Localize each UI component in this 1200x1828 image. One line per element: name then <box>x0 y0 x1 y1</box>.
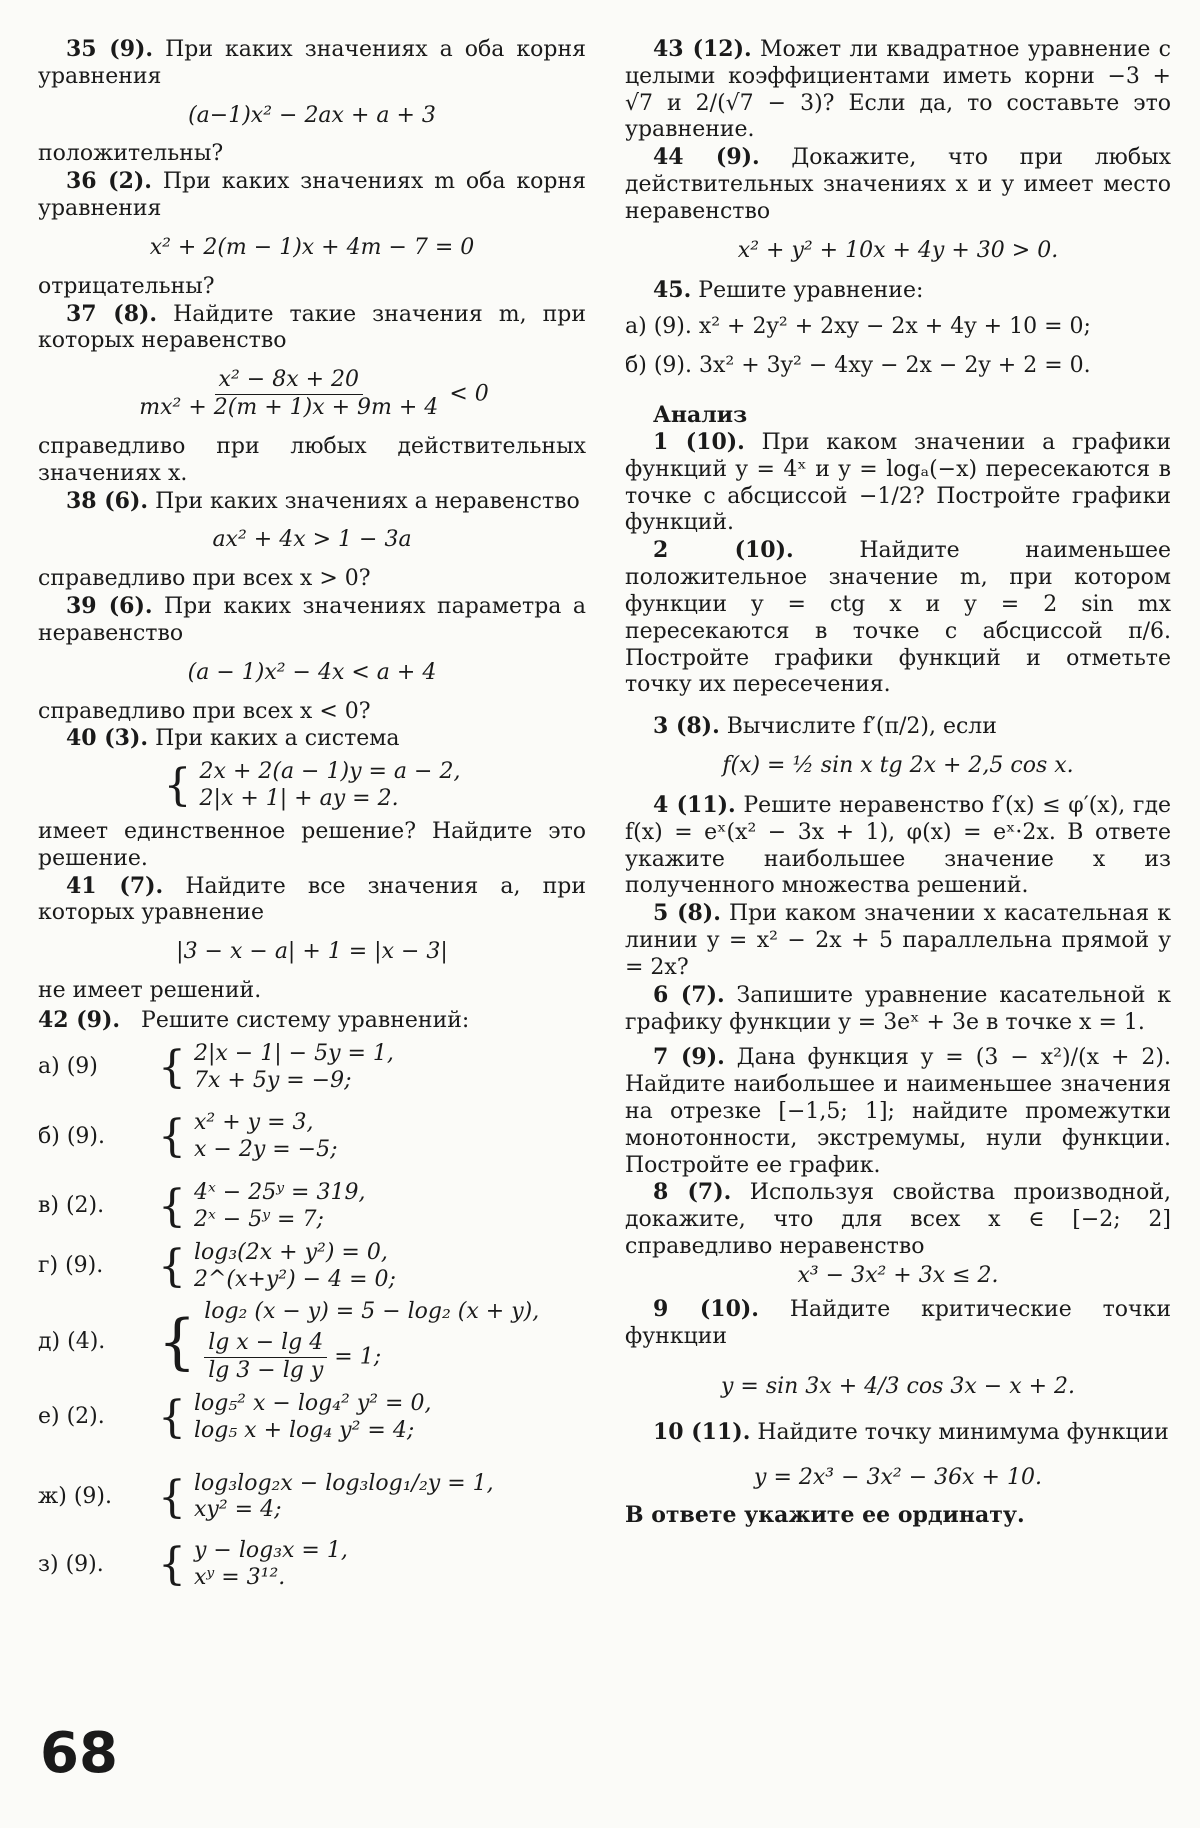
system-row: 2|x − 1| − 5y = 1, <box>194 1040 394 1066</box>
problem-number: 6 (7). <box>653 981 725 1008</box>
equation: y = sin 3x + 4/3 cos 3x − x + 2. <box>720 1374 1076 1400</box>
problem-tail: справедливо при всех x < 0? <box>38 698 371 724</box>
system-rows <box>194 1180 365 1234</box>
system-rows <box>194 1041 394 1095</box>
problem-text: При каких значениях m оба корня уравнения <box>38 169 586 222</box>
problem-number: 44 (9). <box>653 144 760 171</box>
analysis-6 <box>625 982 1171 1037</box>
problem-number: 1 (10). <box>653 428 745 455</box>
problem-text: Найдите наименьшее положительное значение m, при котором функции y = ctg x и y = 2 sin mx пересекаются в точке с абсциссой π/6. Постройте графики функций и отметьте точку их пересечения. <box>625 538 1171 698</box>
system-d <box>38 1299 586 1384</box>
problem-36 <box>38 168 586 223</box>
relation: = 1; <box>334 1344 382 1370</box>
brace: { <box>158 1471 186 1523</box>
system-rows <box>200 759 461 813</box>
left-column <box>38 36 586 1598</box>
problem-number: 36 (2). <box>66 168 152 195</box>
system-row: log₅ x + log₄ y² = 4; <box>194 1417 415 1443</box>
brace: { <box>158 1391 186 1443</box>
problem-number: 5 (8). <box>653 900 721 927</box>
problem-text: Найдите такие значения m, при которых неравенство <box>38 301 587 354</box>
denominator: mx² + 2(m + 1)x + 9m + 4 <box>139 395 439 421</box>
problem-text: При каких значениях a оба корня уравнения <box>38 37 586 89</box>
numerator: lg x − lg 4 <box>204 1330 327 1358</box>
system-row: log₃(2x + y²) = 0, <box>194 1239 388 1265</box>
problem-text: Запишите уравнение касательной к графику функции y = 3eˣ + 3e в точке x = 1. <box>625 982 1171 1035</box>
problem-text: При каких значениях параметра a неравенство <box>38 594 586 646</box>
problem-tail: справедливо при всех x > 0? <box>38 566 371 592</box>
problem-text: Найдите точку минимума функции <box>757 1420 1169 1446</box>
system-label: ж) (9). <box>38 1483 112 1509</box>
system-row: log₃log₂x − log₃log₁/₂y = 1, <box>194 1470 494 1496</box>
problem-number: 40 (3). <box>66 725 149 752</box>
problem-40 <box>38 725 586 753</box>
section-heading: Анализ <box>653 402 748 429</box>
brace: { <box>158 1240 186 1292</box>
brace: { <box>158 1306 197 1377</box>
analysis-9 <box>625 1296 1171 1351</box>
system-row: x − 2y = −5; <box>194 1137 338 1163</box>
problem-text: При каком значении a графики функций y = 4ˣ и y = logₐ(−x) пересекаются в точке с абсциссой −1/2? Постройте графики функций. <box>625 429 1171 536</box>
problem-text: Используя свойства производной, докажите, что для всех x ∈ [−2; 2] справедливо неравенство <box>625 1180 1171 1260</box>
problem-text: При каких a система <box>155 726 400 752</box>
analysis-4 <box>625 792 1171 900</box>
fraction <box>204 1330 327 1385</box>
equation: ax² + 4x > 1 − 3a <box>212 527 412 553</box>
problem-tail: справедливо при любых действительных значениях x. <box>38 433 586 486</box>
right-column <box>625 36 1171 1529</box>
problem-number: 8 (7). <box>653 1179 732 1206</box>
problem-number: 42 (9). <box>38 1006 121 1033</box>
system-row: 4ˣ − 25ʸ = 319, <box>194 1180 366 1206</box>
problem-tail: положительны? <box>38 141 224 167</box>
equation-system <box>38 759 586 813</box>
system-row: xʸ = 3¹². <box>194 1565 286 1591</box>
analysis-7 <box>625 1044 1171 1179</box>
problem-text: При каких значениях a неравенство <box>155 488 580 514</box>
problem-number: 35 (9). <box>66 36 154 62</box>
system-label: а) (9) <box>38 1054 98 1080</box>
problem-number: 38 (6). <box>66 487 149 514</box>
brace: { <box>158 1539 186 1591</box>
analysis-10 <box>625 1419 1171 1447</box>
equation: (a − 1)x² − 4x < a + 4 <box>187 659 437 685</box>
system-row: 2^(x+y²) − 4 = 0; <box>194 1266 396 1292</box>
analysis-1 <box>625 429 1171 537</box>
system-label: з) (9). <box>38 1551 104 1577</box>
system-row: 2ˣ − 5ʸ = 7; <box>194 1206 324 1232</box>
system-rows <box>194 1110 338 1164</box>
system-row: log₅² x − log₄² y² = 0, <box>194 1390 432 1416</box>
analysis-2 <box>625 537 1171 699</box>
problem-41 <box>38 873 586 928</box>
problem-35 <box>38 36 586 91</box>
system-row: y − log₃x = 1, <box>194 1538 348 1564</box>
problem-text: Найдите все значения a, при которых уравнение <box>38 873 587 926</box>
problem-38 <box>38 488 586 516</box>
problem-tail: не имеет решений. <box>38 978 262 1004</box>
system-label: г) (9). <box>38 1253 104 1279</box>
system-label: в) (2). <box>38 1193 105 1219</box>
system-z <box>38 1538 586 1592</box>
problem-number: 9 (10). <box>653 1295 759 1322</box>
problem-text: При каком значении x касательная к линии y = x² − 2x + 5 параллельна прямой y = 2x? <box>625 901 1171 980</box>
problem-43 <box>625 36 1171 144</box>
system-row: x² + y = 3, <box>194 1110 314 1136</box>
problem-42 <box>38 1007 586 1035</box>
system-row: 7x + 5y = −9; <box>194 1067 352 1093</box>
brace: { <box>158 1181 186 1233</box>
problem-number: 43 (12). <box>653 36 752 62</box>
fraction-equation <box>38 367 586 422</box>
system-label: е) (2). <box>38 1404 105 1430</box>
problem-number: 3 (8). <box>653 713 720 740</box>
system-rows <box>194 1471 494 1525</box>
equation: (a−1)x² − 2ax + a + 3 <box>188 102 436 128</box>
equation: f(x) = ½ sin x tg 2x + 2,5 cos x. <box>722 753 1074 779</box>
problem-text: Решите неравенство f′(x) ≤ φ′(x), где f(x) = eˣ(x² − 3x + 1), φ(x) = eˣ·2x. В ответе укажите наибольшее значение x из полученного множества решений. <box>625 792 1172 899</box>
system-zh <box>38 1471 586 1525</box>
brace: { <box>163 760 192 812</box>
system-row: log₂ (x − y) = 5 − log₂ (x + y), <box>204 1299 540 1325</box>
equation: x² + 2(m − 1)x + 4m − 7 = 0 <box>149 234 475 260</box>
equation: y = 2x³ − 3x² − 36x + 10. <box>754 1465 1042 1491</box>
system-rows <box>194 1240 396 1294</box>
system-rows <box>204 1299 539 1384</box>
system-rows <box>194 1538 348 1592</box>
problem-44 <box>625 144 1171 225</box>
problem-45 <box>625 277 1171 305</box>
problem-number: 7 (9). <box>653 1044 725 1071</box>
problem-text: Найдите критические точки функции <box>625 1296 1171 1349</box>
system-row: 2|x + 1| + ay = 2. <box>199 786 399 812</box>
analysis-8 <box>625 1179 1171 1260</box>
problem-text: Решите систему уравнений: <box>141 1007 470 1033</box>
problem-text: Вычислите f′(π/2), если <box>726 714 997 740</box>
problem-number: 41 (7). <box>66 872 164 899</box>
brace: { <box>158 1111 186 1163</box>
problem-number: 45. <box>653 276 692 303</box>
system-e <box>38 1391 586 1445</box>
system-row <box>204 1330 539 1385</box>
problem-tail: отрицательны? <box>38 273 215 299</box>
system-v <box>38 1180 586 1234</box>
problem-tail: В ответе укажите ее ординату. <box>625 1501 1025 1528</box>
problem-37 <box>38 301 586 356</box>
problem-text: Дана функция y = (3 − x²)/(x + 2). Найдите наибольшее и наименьшее значения на отрезке [−1,5; 1]; найдите промежутки монотонности, экстремумы, нули функции. Постройте ее график. <box>625 1045 1171 1178</box>
problem-45-a: а) (9). x² + 2y² + 2xy − 2x + 4y + 10 = 0; <box>625 314 1091 340</box>
page-number: 68 <box>40 1721 118 1786</box>
problem-number: 37 (8). <box>66 300 158 327</box>
problem-number: 10 (11). <box>653 1419 751 1446</box>
equation: |3 − x − a| + 1 = |x − 3| <box>176 939 448 965</box>
problem-tail: имеет единственное решение? Найдите это решение. <box>38 818 586 871</box>
fraction <box>135 367 442 422</box>
denominator: lg 3 − lg y <box>208 1358 324 1384</box>
system-rows <box>194 1391 431 1445</box>
equation: x² + y² + 10x + 4y + 30 > 0. <box>737 237 1059 263</box>
system-b <box>38 1110 586 1164</box>
problem-number: 4 (11). <box>653 791 736 818</box>
equation: x³ − 3x² + 3x ≤ 2. <box>797 1262 999 1288</box>
numerator: x² − 8x + 20 <box>215 367 363 395</box>
system-a <box>38 1041 586 1095</box>
problem-number: 2 (10). <box>653 537 794 564</box>
problem-39 <box>38 593 586 648</box>
problem-text: Докажите, что при любых действительных значениях x и y имеет место неравенство <box>625 145 1171 224</box>
problem-number: 39 (6). <box>66 593 153 620</box>
system-row: 2x + 2(a − 1)y = a − 2, <box>199 759 461 785</box>
system-label: д) (4). <box>38 1328 106 1354</box>
problem-text: Может ли квадратное уравнение с целыми коэффициентами иметь корни −3 + √7 и 2/(√7 − 3)? Если да, то составьте это уравнение. <box>625 37 1171 143</box>
analysis-3 <box>625 713 1171 741</box>
system-label: б) (9). <box>38 1123 105 1149</box>
problem-45-b: б) (9). 3x² + 3y² − 4xy − 2x − 2y + 2 = 0. <box>625 353 1091 379</box>
problem-text: Решите уравнение: <box>698 277 924 303</box>
analysis-5 <box>625 900 1171 981</box>
brace: { <box>158 1041 186 1093</box>
system-row: xy² = 4; <box>194 1497 282 1523</box>
relation: < 0 <box>449 381 489 407</box>
system-g <box>38 1240 586 1294</box>
